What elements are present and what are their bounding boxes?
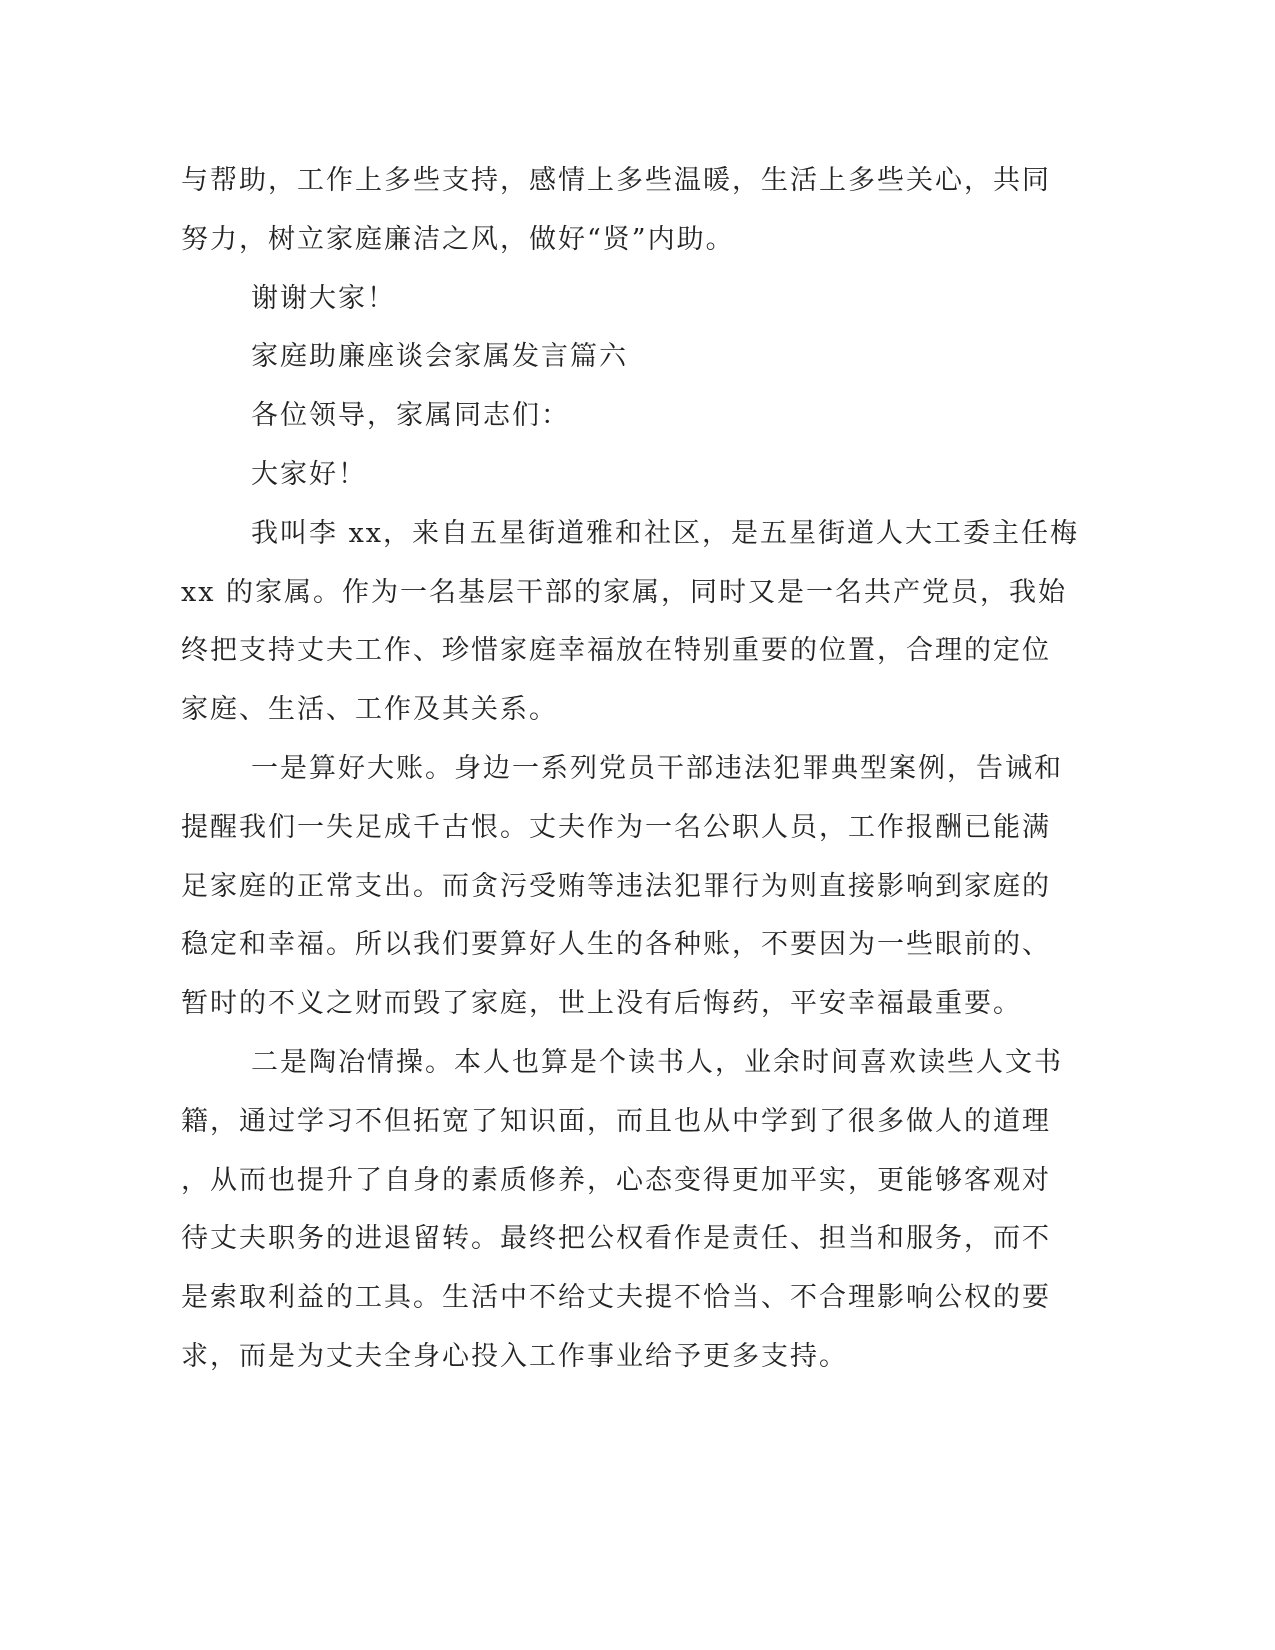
paragraph-line: 二是陶冶情操。本人也算是个读书人，业余时间喜欢读些人文书 — [251, 1046, 1063, 1078]
paragraph-line: 待丈夫职务的进退留转。最终把公权看作是责任、担当和服务，而不 — [181, 1223, 1051, 1255]
paragraph-line: 提醒我们一失足成千古恨。丈夫作为一名公职人员，工作报酬已能满 — [181, 811, 1051, 843]
paragraph-line: 足家庭的正常支出。而贪污受贿等违法犯罪行为则直接影响到家庭的 — [181, 870, 1051, 902]
paragraph-line: ，从而也提升了自身的素质修养，心态变得更加平实，更能够客观对 — [181, 1164, 1051, 1196]
paragraph-line: 终把支持丈夫工作、珍惜家庭幸福放在特别重要的位置，合理的定位 — [181, 635, 1051, 667]
greeting-line: 大家好！ — [251, 458, 367, 490]
paragraph-line: 稳定和幸福。所以我们要算好人生的各种账，不要因为一些眼前的、 — [181, 929, 1051, 961]
section-title: 家庭助廉座谈会家属发言篇六 — [251, 341, 628, 373]
thanks-line: 谢谢大家！ — [251, 282, 396, 314]
paragraph-line: 一是算好大账。身边一系列党员干部违法犯罪典型案例，告诫和 — [251, 752, 1063, 784]
paragraph-line: 是索取利益的工具。生活中不给丈夫提不恰当、不合理影响公权的要 — [181, 1282, 1051, 1314]
paragraph-line: 我叫李 xx，来自五星街道雅和社区，是五星街道人大工委主任梅 — [251, 517, 1080, 549]
paragraph-line: 家庭、生活、工作及其关系。 — [181, 694, 558, 726]
paragraph-line: 暂时的不义之财而毁了家庭，世上没有后悔药，平安幸福最重要。 — [181, 988, 1022, 1020]
document-body — [181, 152, 1080, 1387]
paragraph-line: 求，而是为丈夫全身心投入工作事业给予更多支持。 — [181, 1340, 848, 1372]
paragraph-line: 与帮助，工作上多些支持，感情上多些温暖，生活上多些关心，共同 — [181, 165, 1051, 196]
paragraph-line: 努力，树立家庭廉洁之风，做好“贤”内助。 — [181, 223, 735, 255]
salutation-line: 各位领导，家属同志们： — [251, 400, 570, 432]
paragraph-line: 籍，通过学习不但拓宽了知识面，而且也从中学到了很多做人的道理 — [181, 1105, 1051, 1137]
paragraph-line: xx 的家属。作为一名基层干部的家属，同时又是一名共产党员，我始 — [181, 576, 1068, 608]
